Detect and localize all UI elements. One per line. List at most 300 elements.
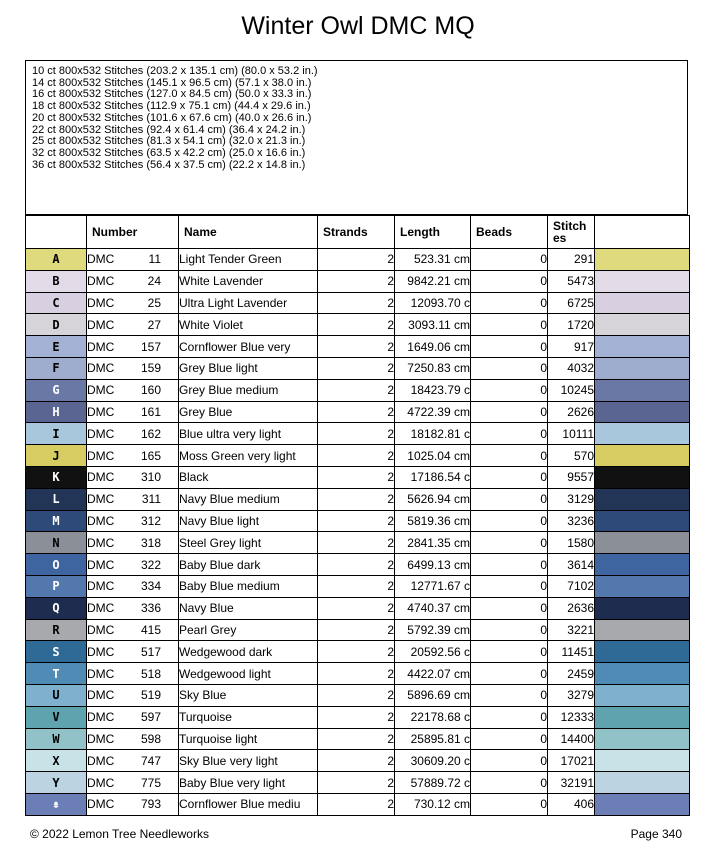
color-swatch <box>595 619 690 641</box>
beads-cell: 0 <box>471 466 548 488</box>
table-row <box>26 466 690 488</box>
color-swatch <box>595 641 690 663</box>
beads-cell: 0 <box>471 641 548 663</box>
table-row <box>26 532 690 554</box>
beads-cell: 0 <box>471 597 548 619</box>
table-row <box>26 510 690 532</box>
table-row <box>26 249 690 271</box>
strands-cell: 2 <box>318 357 395 379</box>
brand-label: DMC <box>87 492 115 507</box>
table-row <box>26 401 690 423</box>
beads-cell: 0 <box>471 532 548 554</box>
color-swatch <box>595 575 690 597</box>
stitches-cell: 6725 <box>548 292 595 314</box>
stitches-cell: 10245 <box>548 379 595 401</box>
stitches-cell: 32191 <box>548 772 595 794</box>
header-number: Number <box>87 216 179 249</box>
number-cell <box>87 510 179 532</box>
floss-code: 162 <box>140 426 161 441</box>
strands-cell: 2 <box>318 314 395 336</box>
strands-cell: 2 <box>318 728 395 750</box>
strands-cell: 2 <box>318 488 395 510</box>
header-stitches: Stitch es <box>548 216 595 249</box>
symbol-cell: A <box>26 249 87 271</box>
name-cell: Wedgewood light <box>179 663 318 685</box>
color-swatch <box>595 554 690 576</box>
strands-cell: 2 <box>318 270 395 292</box>
strands-cell: 2 <box>318 772 395 794</box>
length-cell: 1025.04 cm <box>395 445 471 467</box>
length-cell: 57889.72 c <box>395 772 471 794</box>
fabric-sizes-box <box>25 60 688 215</box>
beads-cell: 0 <box>471 728 548 750</box>
fabric-size-line: 14 ct 800x532 Stitches (145.1 x 96.5 cm) (57.1 x 38.0 in.) <box>32 76 312 89</box>
brand-label: DMC <box>87 426 115 441</box>
name-cell: Navy Blue medium <box>179 488 318 510</box>
color-swatch <box>595 270 690 292</box>
fabric-size-line: 25 ct 800x532 Stitches (81.3 x 54.1 cm) (32.0 x 21.3 in.) <box>32 135 306 148</box>
copyright-text: © 2022 Lemon Tree Needleworks <box>30 827 209 841</box>
brand-label: DMC <box>87 339 115 354</box>
floss-code: 322 <box>140 557 161 572</box>
strands-cell: 2 <box>318 663 395 685</box>
fabric-size-line: 10 ct 800x532 Stitches (203.2 x 135.1 cm) (80.0 x 53.2 in.) <box>32 65 318 77</box>
beads-cell: 0 <box>471 270 548 292</box>
symbol-cell: I <box>26 423 87 445</box>
length-cell: 3093.11 cm <box>395 314 471 336</box>
floss-code: 25 <box>147 295 161 310</box>
table-row <box>26 336 690 358</box>
color-swatch <box>595 292 690 314</box>
number-cell <box>87 379 179 401</box>
name-cell: White Violet <box>179 314 318 336</box>
stitches-cell: 3279 <box>548 684 595 706</box>
brand-label: DMC <box>87 513 115 528</box>
table-row <box>26 357 690 379</box>
floss-code: 310 <box>140 470 161 485</box>
floss-code: 517 <box>140 644 161 659</box>
fabric-size-line: 36 ct 800x532 Stitches (56.4 x 37.5 cm) (22.2 x 14.8 in.) <box>32 158 306 171</box>
stitches-cell: 2636 <box>548 597 595 619</box>
number-cell <box>87 314 179 336</box>
beads-cell: 0 <box>471 423 548 445</box>
number-cell <box>87 336 179 358</box>
brand-label: DMC <box>87 775 115 790</box>
beads-cell: 0 <box>471 684 548 706</box>
number-cell <box>87 270 179 292</box>
header-length: Length <box>395 216 471 249</box>
brand-label: DMC <box>87 470 115 485</box>
number-cell <box>87 750 179 772</box>
number-cell <box>87 575 179 597</box>
name-cell: Black <box>179 466 318 488</box>
brand-label: DMC <box>87 404 115 419</box>
table-row <box>26 488 690 510</box>
symbol-cell: K <box>26 466 87 488</box>
name-cell: Steel Grey light <box>179 532 318 554</box>
table-row <box>26 423 690 445</box>
length-cell: 4722.39 cm <box>395 401 471 423</box>
stitches-cell: 10111 <box>548 423 595 445</box>
color-swatch <box>595 379 690 401</box>
brand-label: DMC <box>87 579 115 594</box>
name-cell: Wedgewood dark <box>179 641 318 663</box>
beads-cell: 0 <box>471 336 548 358</box>
symbol-cell: X <box>26 750 87 772</box>
beads-cell: 0 <box>471 619 548 641</box>
length-cell: 7250.83 cm <box>395 357 471 379</box>
color-swatch <box>595 706 690 728</box>
floss-code: 334 <box>140 579 161 594</box>
name-cell: Baby Blue medium <box>179 575 318 597</box>
color-swatch <box>595 684 690 706</box>
beads-cell: 0 <box>471 357 548 379</box>
stitches-cell: 406 <box>548 793 595 815</box>
beads-cell: 0 <box>471 554 548 576</box>
beads-cell: 0 <box>471 401 548 423</box>
symbol-cell: F <box>26 357 87 379</box>
beads-cell: 0 <box>471 772 548 794</box>
strands-cell: 2 <box>318 510 395 532</box>
symbol-cell: V <box>26 706 87 728</box>
floss-code: 598 <box>140 731 161 746</box>
color-swatch <box>595 445 690 467</box>
symbol-cell: Y <box>26 772 87 794</box>
length-cell: 4740.37 cm <box>395 597 471 619</box>
number-cell <box>87 641 179 663</box>
name-cell: Blue ultra very light <box>179 423 318 445</box>
length-cell: 5896.69 cm <box>395 684 471 706</box>
stitches-cell: 2626 <box>548 401 595 423</box>
brand-label: DMC <box>87 535 115 550</box>
color-swatch <box>595 401 690 423</box>
length-cell: 12771.67 c <box>395 575 471 597</box>
color-swatch <box>595 488 690 510</box>
length-cell: 30609.20 c <box>395 750 471 772</box>
table-row <box>26 728 690 750</box>
length-cell: 12093.70 c <box>395 292 471 314</box>
floss-code: 415 <box>140 622 161 637</box>
beads-cell: 0 <box>471 445 548 467</box>
color-swatch <box>595 336 690 358</box>
beads-cell: 0 <box>471 663 548 685</box>
symbol-cell: N <box>26 532 87 554</box>
header-beads: Beads <box>471 216 548 249</box>
symbol-cell: P <box>26 575 87 597</box>
stitches-cell: 14400 <box>548 728 595 750</box>
floss-code: 318 <box>140 535 161 550</box>
brand-label: DMC <box>87 361 115 376</box>
number-cell <box>87 706 179 728</box>
symbol-cell: W <box>26 728 87 750</box>
brand-label: DMC <box>87 274 115 289</box>
strands-cell: 2 <box>318 619 395 641</box>
color-swatch <box>595 772 690 794</box>
floss-code: 159 <box>140 361 161 376</box>
stitches-cell: 3236 <box>548 510 595 532</box>
symbol-cell: R <box>26 619 87 641</box>
number-cell <box>87 793 179 815</box>
beads-cell: 0 <box>471 249 548 271</box>
beads-cell: 0 <box>471 314 548 336</box>
symbol-cell: M <box>26 510 87 532</box>
symbol-cell: L <box>26 488 87 510</box>
brand-label: DMC <box>87 557 115 572</box>
strands-cell: 2 <box>318 750 395 772</box>
floss-table <box>25 215 690 816</box>
table-row <box>26 793 690 815</box>
floss-code: 519 <box>140 688 161 703</box>
number-cell <box>87 357 179 379</box>
page-title: Winter Owl DMC MQ <box>241 12 475 40</box>
number-cell <box>87 292 179 314</box>
stitches-cell: 17021 <box>548 750 595 772</box>
length-cell: 18423.79 c <box>395 379 471 401</box>
header-strands: Strands <box>318 216 395 249</box>
stitches-cell: 2459 <box>548 663 595 685</box>
color-swatch <box>595 510 690 532</box>
name-cell: Navy Blue <box>179 597 318 619</box>
table-row <box>26 270 690 292</box>
table-row <box>26 445 690 467</box>
stitches-cell: 291 <box>548 249 595 271</box>
stitches-cell: 3129 <box>548 488 595 510</box>
symbol-cell: S <box>26 641 87 663</box>
name-cell: Cornflower Blue mediu <box>179 793 318 815</box>
strands-cell: 2 <box>318 793 395 815</box>
floss-code: 311 <box>141 492 161 507</box>
floss-code: 775 <box>140 775 161 790</box>
name-cell: Turquoise light <box>179 728 318 750</box>
page-number: Page 340 <box>630 827 682 841</box>
strands-cell: 2 <box>318 249 395 271</box>
floss-code: 160 <box>140 383 161 398</box>
stitches-cell: 11451 <box>548 641 595 663</box>
table-row <box>26 684 690 706</box>
stitches-cell: 3614 <box>548 554 595 576</box>
stitches-cell: 1720 <box>548 314 595 336</box>
name-cell: Sky Blue very light <box>179 750 318 772</box>
number-cell <box>87 401 179 423</box>
table-row <box>26 314 690 336</box>
length-cell: 6499.13 cm <box>395 554 471 576</box>
table-row <box>26 772 690 794</box>
symbol-cell: E <box>26 336 87 358</box>
brand-label: DMC <box>87 317 115 332</box>
strands-cell: 2 <box>318 684 395 706</box>
number-cell <box>87 532 179 554</box>
fabric-size-line: 22 ct 800x532 Stitches (92.4 x 61.4 cm) (36.4 x 24.2 in.) <box>32 123 306 136</box>
strands-cell: 2 <box>318 597 395 619</box>
table-row <box>26 641 690 663</box>
floss-code: 312 <box>140 513 161 528</box>
floss-code: 336 <box>140 601 161 616</box>
table-row <box>26 292 690 314</box>
strands-cell: 2 <box>318 532 395 554</box>
stitches-cell: 3221 <box>548 619 595 641</box>
fabric-size-line: 32 ct 800x532 Stitches (63.5 x 42.2 cm) (25.0 x 16.6 in.) <box>32 146 306 159</box>
beads-cell: 0 <box>471 292 548 314</box>
name-cell: Pearl Grey <box>179 619 318 641</box>
header-name: Name <box>179 216 318 249</box>
number-cell <box>87 249 179 271</box>
floss-code: 597 <box>140 710 161 725</box>
name-cell: Grey Blue <box>179 401 318 423</box>
number-cell <box>87 597 179 619</box>
table-header-row <box>26 216 690 249</box>
number-cell <box>87 663 179 685</box>
color-swatch <box>595 423 690 445</box>
strands-cell: 2 <box>318 423 395 445</box>
beads-cell: 0 <box>471 575 548 597</box>
strands-cell: 2 <box>318 466 395 488</box>
number-cell <box>87 445 179 467</box>
table-row <box>26 554 690 576</box>
color-swatch <box>595 532 690 554</box>
length-cell: 20592.56 c <box>395 641 471 663</box>
color-swatch <box>595 728 690 750</box>
brand-label: DMC <box>87 295 115 310</box>
number-cell <box>87 554 179 576</box>
table-row <box>26 750 690 772</box>
brand-label: DMC <box>87 383 115 398</box>
color-swatch <box>595 793 690 815</box>
length-cell: 2841.35 cm <box>395 532 471 554</box>
name-cell: Navy Blue light <box>179 510 318 532</box>
strands-cell: 2 <box>318 401 395 423</box>
symbol-cell: C <box>26 292 87 314</box>
fabric-size-line: 18 ct 800x532 Stitches (112.9 x 75.1 cm) (44.4 x 29.6 in.) <box>32 100 311 113</box>
symbol-cell: T <box>26 663 87 685</box>
beads-cell: 0 <box>471 793 548 815</box>
symbol-cell: G <box>26 379 87 401</box>
beads-cell: 0 <box>471 510 548 532</box>
table-row <box>26 619 690 641</box>
table-row <box>26 379 690 401</box>
number-cell <box>87 772 179 794</box>
name-cell: Grey Blue medium <box>179 379 318 401</box>
brand-label: DMC <box>87 448 115 463</box>
table-row <box>26 706 690 728</box>
stitches-cell: 9557 <box>548 466 595 488</box>
name-cell: Baby Blue dark <box>179 554 318 576</box>
length-cell: 4422.07 cm <box>395 663 471 685</box>
table-row <box>26 575 690 597</box>
beads-cell: 0 <box>471 750 548 772</box>
name-cell: Grey Blue light <box>179 357 318 379</box>
number-cell <box>87 684 179 706</box>
floss-code: 518 <box>140 666 161 681</box>
name-cell: Moss Green very light <box>179 445 318 467</box>
table-row <box>26 597 690 619</box>
name-cell: Baby Blue very light <box>179 772 318 794</box>
length-cell: 17186.54 c <box>395 466 471 488</box>
number-cell <box>87 728 179 750</box>
brand-label: DMC <box>87 622 115 637</box>
stitches-cell: 12333 <box>548 706 595 728</box>
brand-label: DMC <box>87 601 115 616</box>
brand-label: DMC <box>87 797 115 812</box>
strands-cell: 2 <box>318 641 395 663</box>
length-cell: 1649.06 cm <box>395 336 471 358</box>
beads-cell: 0 <box>471 488 548 510</box>
number-cell <box>87 466 179 488</box>
stitches-cell: 570 <box>548 445 595 467</box>
name-cell: Light Tender Green <box>179 249 318 271</box>
length-cell: 25895.81 c <box>395 728 471 750</box>
floss-code: 165 <box>140 448 161 463</box>
strands-cell: 2 <box>318 379 395 401</box>
brand-label: DMC <box>87 644 115 659</box>
brand-label: DMC <box>87 688 115 703</box>
length-cell: 5819.36 cm <box>395 510 471 532</box>
stitches-cell: 1580 <box>548 532 595 554</box>
length-cell: 5792.39 cm <box>395 619 471 641</box>
strands-cell: 2 <box>318 706 395 728</box>
beads-cell: 0 <box>471 706 548 728</box>
length-cell: 22178.68 c <box>395 706 471 728</box>
symbol-cell: ⇞ <box>26 793 87 815</box>
strands-cell: 2 <box>318 445 395 467</box>
length-cell: 523.31 cm <box>395 249 471 271</box>
table-row <box>26 663 690 685</box>
brand-label: DMC <box>87 252 115 267</box>
name-cell: Ultra Light Lavender <box>179 292 318 314</box>
floss-code: 747 <box>140 753 161 768</box>
strands-cell: 2 <box>318 336 395 358</box>
beads-cell: 0 <box>471 379 548 401</box>
brand-label: DMC <box>87 666 115 681</box>
floss-code: 27 <box>147 317 161 332</box>
stitches-cell: 7102 <box>548 575 595 597</box>
strands-cell: 2 <box>318 554 395 576</box>
floss-code: 793 <box>140 797 161 812</box>
floss-code: 11 <box>148 252 161 267</box>
brand-label: DMC <box>87 710 115 725</box>
floss-code: 157 <box>140 339 161 354</box>
symbol-cell: B <box>26 270 87 292</box>
color-swatch <box>595 314 690 336</box>
header-symbol <box>26 216 87 249</box>
length-cell: 730.12 cm <box>395 793 471 815</box>
floss-code: 24 <box>147 274 161 289</box>
name-cell: White Lavender <box>179 270 318 292</box>
color-swatch <box>595 663 690 685</box>
number-cell <box>87 488 179 510</box>
brand-label: DMC <box>87 731 115 746</box>
symbol-cell: O <box>26 554 87 576</box>
stitches-cell: 5473 <box>548 270 595 292</box>
stitches-cell: 917 <box>548 336 595 358</box>
length-cell: 5626.94 cm <box>395 488 471 510</box>
color-swatch <box>595 357 690 379</box>
name-cell: Sky Blue <box>179 684 318 706</box>
symbol-cell: J <box>26 445 87 467</box>
fabric-size-line: 16 ct 800x532 Stitches (127.0 x 84.5 cm) (50.0 x 33.3 in.) <box>32 88 312 101</box>
number-cell <box>87 423 179 445</box>
stitches-cell: 4032 <box>548 357 595 379</box>
strands-cell: 2 <box>318 292 395 314</box>
color-swatch <box>595 249 690 271</box>
header-color <box>595 216 690 249</box>
symbol-cell: H <box>26 401 87 423</box>
symbol-cell: Q <box>26 597 87 619</box>
symbol-cell: U <box>26 684 87 706</box>
color-swatch <box>595 750 690 772</box>
name-cell: Cornflower Blue very <box>179 336 318 358</box>
color-swatch <box>595 597 690 619</box>
floss-code: 161 <box>140 404 161 419</box>
